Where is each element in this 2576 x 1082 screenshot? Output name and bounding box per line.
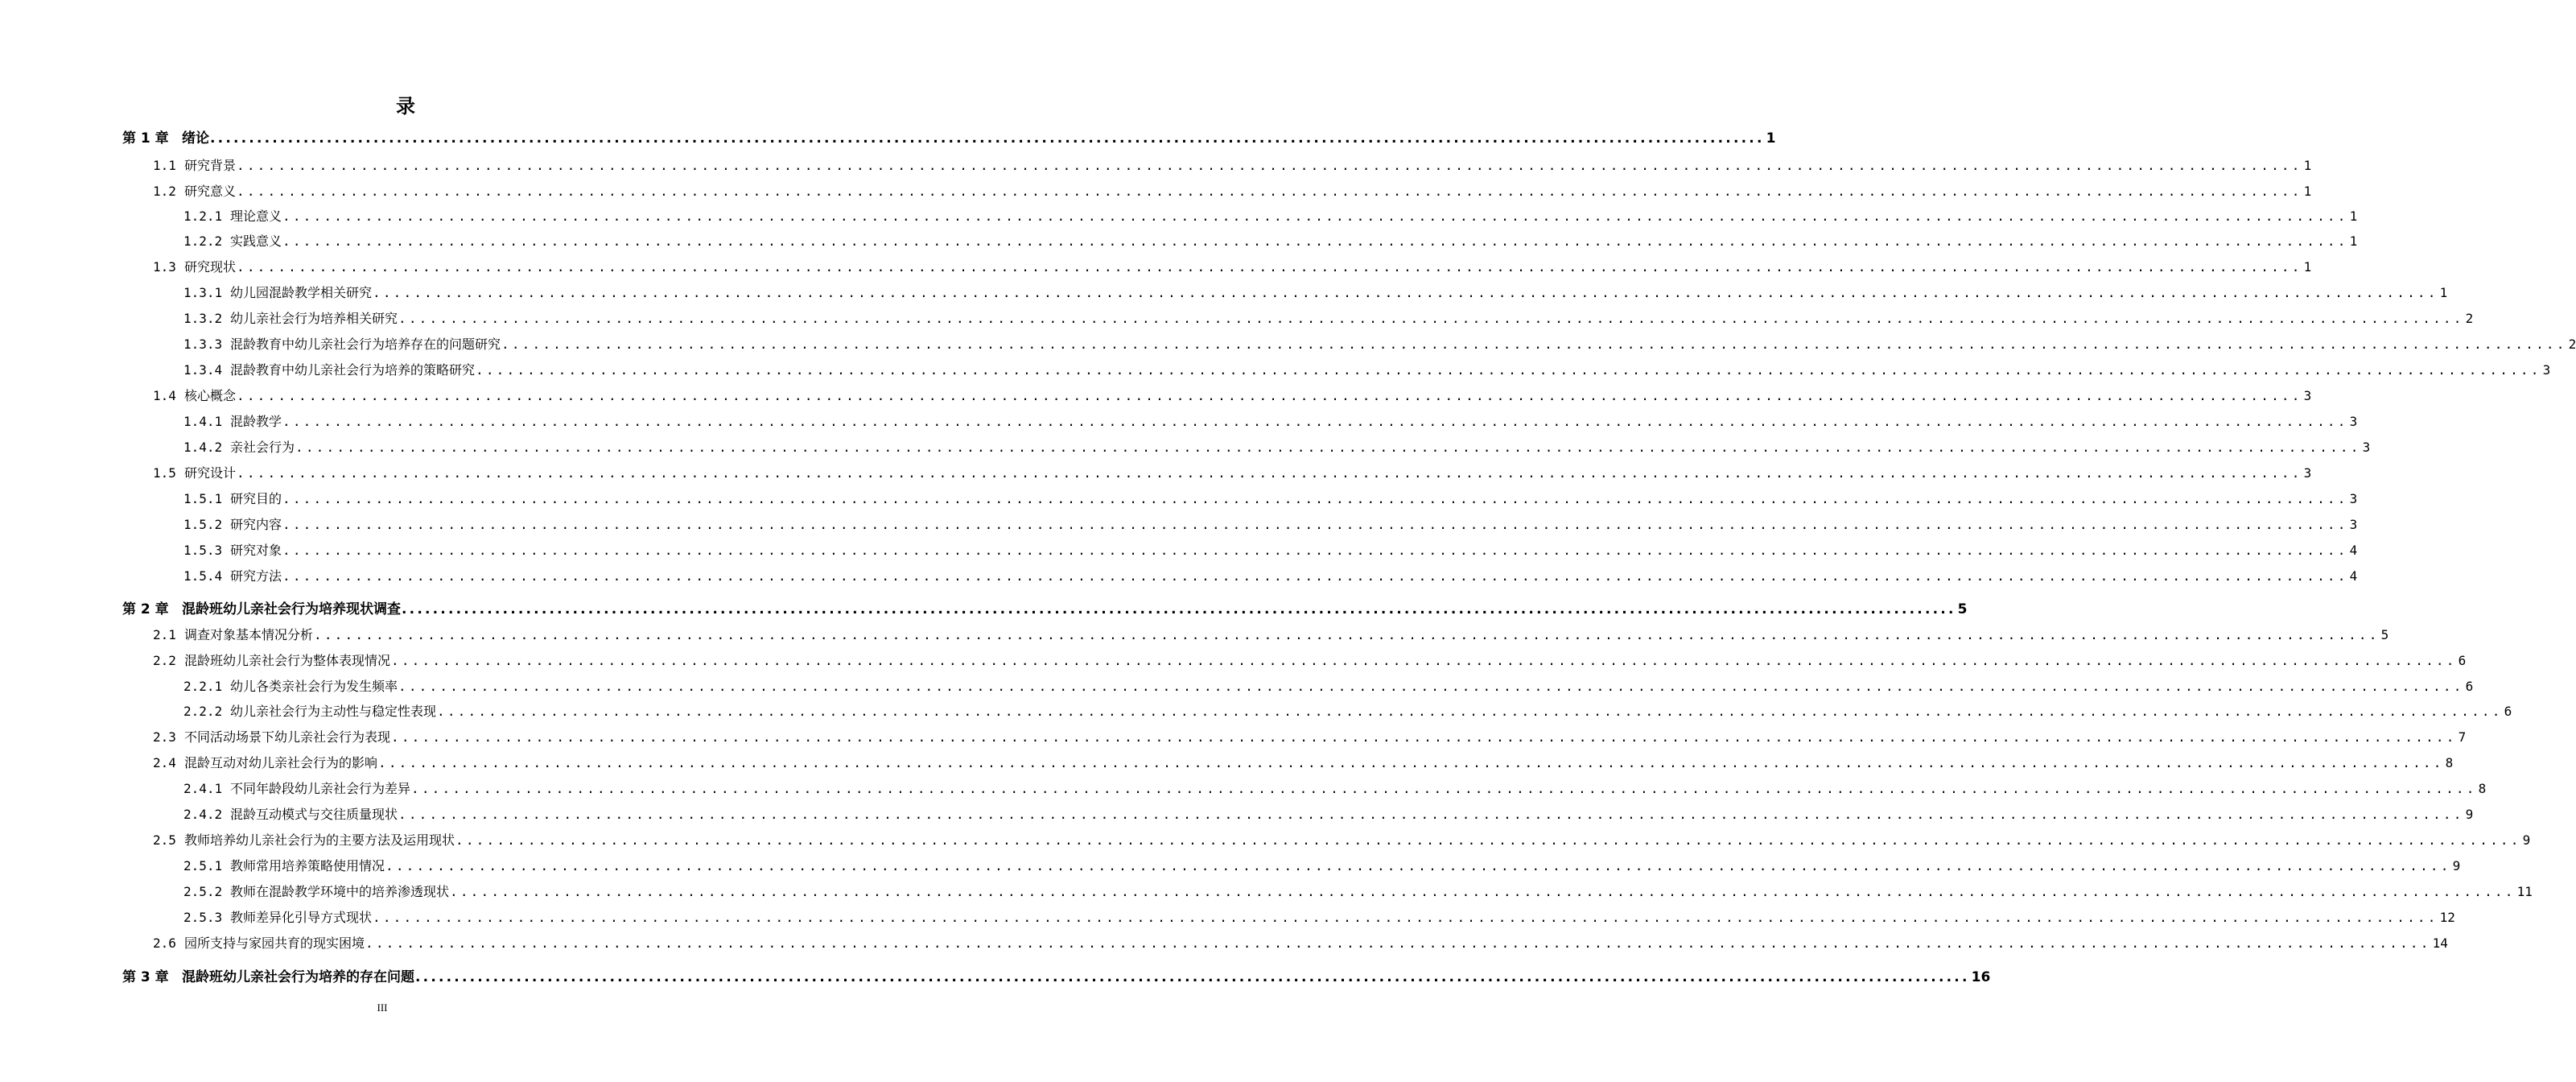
toc-entry[interactable] [0,309,2474,328]
toc-entry-page-number: 12 [2439,910,2455,925]
toc-entry-number: 2.4.2 [183,807,223,822]
toc-entry-number: 1.4.2 [183,440,223,455]
toc-entry-number: 1.5.2 [183,517,223,532]
toc-entry[interactable] [0,232,2358,251]
toc-entry-page-number: 4 [2349,543,2358,558]
toc-entry-label: 亲社会行为 [230,440,295,455]
toc-title: 录 [396,95,417,118]
dot-leader: ........................................................................................................................................................................................................ [391,653,2457,668]
dot-leader: ........................................................................................................................................................................................................ [398,311,2464,326]
dot-leader: ........................................................................................................................................................................................................ [385,858,2451,873]
toc-entry[interactable] [0,258,2312,277]
toc-entry-page-number: 3 [2349,491,2358,506]
toc-entry-number: 2.4 [153,755,176,770]
toc-entry-number: 1.3.4 [183,362,223,378]
toc-entry-label: 园所支持与家园共育的现实困境 [184,935,365,951]
toc-entry[interactable] [0,968,1991,987]
toc-entry-number: 2.2 [153,653,176,668]
toc-entry-page-number: 1 [2303,184,2312,199]
toc-entry-label: 混龄教育中幼儿亲社会行为培养的策略研究 [230,362,476,378]
toc-entry-label: 教师常用培养策略使用情况 [230,858,385,873]
toc-entry[interactable] [0,857,2461,876]
dot-leader: ........................................................................................................................................................................................................ [378,755,2444,770]
toc-entry[interactable] [0,515,2358,535]
toc-entry-number: 1.2.2 [183,233,223,249]
toc-entry-page-number: 16 [1971,969,1991,985]
toc-entry[interactable] [0,651,2467,671]
toc-entry[interactable] [0,567,2358,586]
toc-entry-label: 研究现状 [184,259,237,275]
toc-entry[interactable] [0,882,2533,902]
toc-entry-number: 1.5.3 [183,543,223,558]
toc-entry-label: 绪论 [182,130,209,147]
toc-entry-number: 1.3 [153,259,176,275]
dot-leader: ........................................................................................................................................................................................................ [237,388,2302,403]
toc-entry-page-number: 11 [2516,884,2533,899]
toc-entry[interactable] [0,805,2474,824]
toc-entry-label: 教师差异化引导方式现状 [230,910,373,925]
toc-entry-page-number: 5 [2380,627,2389,642]
toc-entry-label: 研究方法 [230,568,282,584]
toc-entry[interactable] [0,412,2358,432]
toc-entry-number: 2.5.1 [183,858,223,873]
toc-entry[interactable] [0,702,2512,721]
toc-entry-label: 研究设计 [184,465,237,481]
toc-entry[interactable] [0,779,2487,799]
dot-leader: ........................................................................................................................................................................................................ [411,781,2477,796]
dot-leader: ........................................................................................................................................................................................................ [237,184,2302,199]
dot-leader: ........................................................................................................................................................................................................ [402,601,1956,617]
page-number-footer: III [377,1001,388,1014]
dot-leader: ........................................................................................................................................................................................................ [282,517,2348,532]
toc-entry-number: 1.2 [153,184,176,199]
toc-entry[interactable] [0,489,2358,509]
toc-entry[interactable] [0,626,2389,645]
toc-entry-label: 幼儿亲社会行为主动性与稳定性表现 [230,704,437,719]
toc-entry-label: 混龄班幼儿亲社会行为培养现状调查 [182,601,401,617]
dot-leader: ........................................................................................................................................................................................................ [282,543,2348,558]
toc-entry-label: 不同年龄段幼儿亲社会行为差异 [230,781,411,796]
dot-leader: ........................................................................................................................................................................................................ [391,729,2457,745]
toc-entry-number: 2.5.3 [183,910,223,925]
toc-entry-number: 1.3.3 [183,337,223,352]
toc-entry-page-number: 3 [2349,414,2358,429]
dot-leader: ........................................................................................................................................................................................................ [282,491,2348,506]
toc-entry-page-number: 6 [2465,679,2474,694]
toc-entry-label: 混龄教学 [230,414,282,429]
toc-entry-number: 第 1 章 [122,130,169,147]
toc-entry-label: 研究意义 [184,184,237,199]
toc-entry[interactable] [0,156,2312,176]
dot-leader: ........................................................................................................................................................................................................ [295,440,2361,455]
toc-entry-page-number: 1 [2349,209,2358,224]
dot-leader: ........................................................................................................................................................................................................ [237,465,2302,481]
toc-entry-number: 2.2.2 [183,704,223,719]
dot-leader: ........................................................................................................................................................................................................ [210,130,1765,147]
dot-leader: ........................................................................................................................................................................................................ [398,807,2464,822]
toc-entry-page-number: 3 [2542,362,2551,378]
toc-entry-label: 研究内容 [230,517,282,532]
toc-entry-label: 研究目的 [230,491,282,506]
toc-entry[interactable] [0,541,2358,560]
toc-entry-number: 2.1 [153,627,176,642]
dot-leader: ........................................................................................................................................................................................................ [373,285,2438,300]
toc-entry-page-number: 5 [1957,601,1968,617]
toc-entry-label: 混龄教育中幼儿亲社会行为培养存在的问题研究 [230,337,501,352]
toc-entry-page-number: 2 [2465,311,2474,326]
toc-entry[interactable] [0,464,2312,483]
dot-leader: ........................................................................................................................................................................................................ [237,158,2302,173]
toc-entry-page-number: 8 [2445,755,2454,770]
toc-entry-label: 不同活动场景下幼儿亲社会行为表现 [184,729,391,745]
toc-entry-page-number: 4 [2349,568,2358,584]
toc-entry-label: 混龄班幼儿亲社会行为培养的存在问题 [182,969,414,985]
toc-entry-number: 1.3.2 [183,311,223,326]
dot-leader: ........................................................................................................................................................................................................ [237,259,2302,275]
toc-entry-page-number: 9 [2465,807,2474,822]
toc-entry-page-number: 6 [2458,653,2467,668]
toc-entry[interactable] [0,677,2474,696]
dot-leader: ........................................................................................................................................................................................................ [373,910,2438,925]
dot-leader: ........................................................................................................................................................................................................ [437,704,2503,719]
toc-entry-page-number: 8 [2478,781,2487,796]
toc-entry-page-number: 9 [2522,832,2531,848]
toc-entry-page-number: 14 [2432,935,2448,951]
toc-entry-page-number: 1 [2303,158,2312,173]
toc-entry-label: 研究对象 [230,543,282,558]
toc-entry[interactable] [0,361,2551,380]
dot-leader: ........................................................................................................................................................................................................ [415,969,1970,985]
toc-entry[interactable] [0,934,2448,953]
toc-entry[interactable] [0,728,2467,747]
toc-entry-page-number: 1 [1766,130,1776,147]
toc-entry-page-number: 1 [2439,285,2448,300]
dot-leader: ........................................................................................................................................................................................................ [314,627,2380,642]
toc-entry-label: 研究背景 [184,158,237,173]
toc-entry-page-number: 3 [2349,517,2358,532]
toc-entry[interactable] [0,182,2312,201]
toc-entry[interactable] [0,831,2531,850]
dot-leader: ........................................................................................................................................................................................................ [365,935,2431,951]
toc-entry-page-number: 6 [2504,704,2512,719]
toc-entry-label: 教师在混龄教学环境中的培养渗透现状 [230,884,450,899]
toc-entry-number: 2.2.1 [183,679,223,694]
toc-entry[interactable] [0,908,2455,927]
dot-leader: ........................................................................................................................................................................................................ [398,679,2464,694]
toc-entry-page-number: 2 [2568,337,2576,352]
dot-leader: ........................................................................................................................................................................................................ [282,209,2348,224]
toc-entry-page-number: 1 [2349,233,2358,249]
toc-entry-number: 2.5.2 [183,884,223,899]
toc-entry-number: 第 3 章 [122,969,169,985]
toc-entry-label: 幼儿亲社会行为培养相关研究 [230,311,398,326]
dot-leader: ........................................................................................................................................................................................................ [282,568,2348,584]
toc-entry-label: 核心概念 [184,388,237,403]
toc-entry-number: 1.3.1 [183,285,223,300]
toc-entry-number: 1.4.1 [183,414,223,429]
toc-entry-label: 混龄互动模式与交往质量现状 [230,807,398,822]
toc-entry[interactable] [0,600,1968,619]
toc-entry-label: 调查对象基本情况分析 [184,627,314,642]
toc-entry-page-number: 1 [2303,259,2312,275]
toc-entry-page-number: 7 [2458,729,2467,745]
dot-leader: ........................................................................................................................................................................................................ [282,414,2348,429]
dot-leader: ........................................................................................................................................................................................................ [282,233,2348,249]
toc-entry-page-number: 3 [2303,465,2312,481]
toc-entry-label: 混龄互动对幼儿亲社会行为的影响 [184,755,378,770]
toc-entry[interactable] [0,207,2358,226]
toc-entry-number: 1.5 [153,465,176,481]
toc-entry-page-number: 3 [2303,388,2312,403]
toc-entry[interactable] [0,335,2576,354]
toc-entry-number: 1.5.4 [183,568,223,584]
toc-entry-number: 第 2 章 [122,601,169,617]
toc-entry[interactable] [0,754,2454,773]
toc-entry-label: 实践意义 [230,233,282,249]
toc-entry-number: 1.5.1 [183,491,223,506]
toc-entry-label: 幼儿园混龄教学相关研究 [230,285,373,300]
toc-entry[interactable] [0,438,2371,457]
toc-entry-label: 理论意义 [230,209,282,224]
toc-entry-number: 1.2.1 [183,209,223,224]
toc-entry-number: 2.4.1 [183,781,223,796]
toc-entry[interactable] [0,129,1776,148]
toc-entry-number: 2.6 [153,935,176,951]
dot-leader: ........................................................................................................................................................................................................ [501,337,2567,352]
toc-entry-label: 混龄班幼儿亲社会行为整体表现情况 [184,653,391,668]
toc-entry-number: 1.1 [153,158,176,173]
toc-entry-page-number: 3 [2362,440,2371,455]
toc-entry-number: 2.5 [153,832,176,848]
toc-entry[interactable] [0,283,2448,303]
dot-leader: ........................................................................................................................................................................................................ [476,362,2541,378]
toc-entry-label: 教师培养幼儿亲社会行为的主要方法及运用现状 [184,832,455,848]
dot-leader: ........................................................................................................................................................................................................ [455,832,2521,848]
toc-entry[interactable] [0,386,2312,406]
toc-entry-number: 2.3 [153,729,176,745]
toc-entry-page-number: 9 [2452,858,2461,873]
toc-entry-label: 幼儿各类亲社会行为发生频率 [230,679,398,694]
toc-entry-number: 1.4 [153,388,176,403]
dot-leader: ........................................................................................................................................................................................................ [450,884,2516,899]
